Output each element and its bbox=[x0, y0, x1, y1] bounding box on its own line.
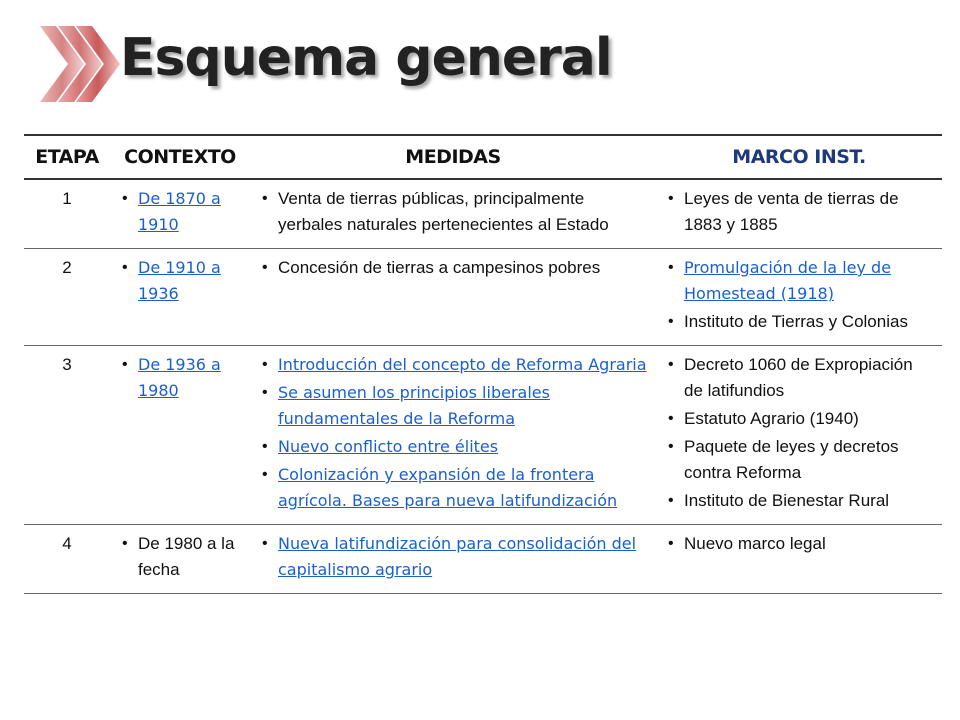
marco-item-text: Instituto de Bienestar Rural bbox=[684, 491, 890, 510]
etapa-cell: 2 bbox=[62, 258, 72, 277]
medida-item bbox=[256, 462, 650, 514]
marco-cell bbox=[656, 179, 942, 249]
medida-item bbox=[256, 380, 650, 432]
marco-cell bbox=[656, 249, 942, 346]
marco-item-text: Nuevo marco legal bbox=[684, 534, 826, 553]
marco-cell bbox=[656, 346, 942, 525]
medidas-cell bbox=[250, 346, 656, 525]
medidas-cell bbox=[250, 249, 656, 346]
medida-item bbox=[256, 186, 650, 238]
medida-item bbox=[256, 531, 650, 583]
table-row bbox=[24, 346, 942, 525]
header-medidas: MEDIDAS bbox=[405, 146, 501, 168]
contexto-item bbox=[116, 186, 244, 238]
medida-item-link[interactable]: Se asumen los principios liberales fundamentales de la Reforma bbox=[278, 383, 550, 428]
contexto-item-link[interactable]: De 1910 a 1936 bbox=[138, 258, 221, 303]
header-etapa: ETAPA bbox=[35, 146, 99, 168]
marco-item-text: Leyes de venta de tierras de 1883 y 1885 bbox=[684, 189, 899, 234]
marco-item-text: Instituto de Tierras y Colonias bbox=[684, 312, 908, 331]
medida-item-link[interactable]: Nueva latifundización para consolidación del capitalismo agrario bbox=[278, 534, 637, 579]
marco-item bbox=[662, 255, 936, 307]
contexto-item bbox=[116, 352, 244, 404]
medida-item-text: Venta de tierras públicas, principalmente yerbales naturales pertenecientes al Estado bbox=[278, 189, 609, 234]
marco-item bbox=[662, 352, 936, 404]
page-title: Esquema general bbox=[120, 28, 612, 88]
marco-item bbox=[662, 186, 936, 238]
medida-item-link[interactable]: Introducción del concepto de Reforma Agraria bbox=[278, 355, 647, 374]
contexto-item bbox=[116, 531, 244, 583]
medida-item bbox=[256, 352, 650, 378]
contexto-item-link[interactable]: De 1936 a 1980 bbox=[138, 355, 221, 400]
schema-table bbox=[24, 134, 942, 594]
marco-item bbox=[662, 309, 936, 335]
contexto-cell bbox=[110, 179, 250, 249]
table-row bbox=[24, 249, 942, 346]
contexto-item-text: De 1980 a la fecha bbox=[138, 534, 235, 579]
contexto-item bbox=[116, 255, 244, 307]
contexto-cell bbox=[110, 346, 250, 525]
marco-cell bbox=[656, 525, 942, 594]
marco-item-text: Decreto 1060 de Expropiación de latifundios bbox=[684, 355, 913, 400]
table-header-row bbox=[24, 135, 942, 179]
table-row bbox=[24, 179, 942, 249]
header-contexto: CONTEXTO bbox=[124, 146, 236, 168]
marco-item-link[interactable]: Promulgación de la ley de Homestead (1918) bbox=[684, 258, 892, 303]
medida-item bbox=[256, 434, 650, 460]
chevron-arrows-icon bbox=[34, 22, 124, 106]
medidas-cell bbox=[250, 179, 656, 249]
etapa-cell: 4 bbox=[62, 534, 72, 553]
contexto-item-link[interactable]: De 1870 a 1910 bbox=[138, 189, 221, 234]
marco-item bbox=[662, 406, 936, 432]
marco-item-text: Estatuto Agrario (1940) bbox=[684, 409, 859, 428]
medida-item bbox=[256, 255, 650, 281]
medida-item-link[interactable]: Colonización y expansión de la frontera agrícola. Bases para nueva latifundización bbox=[278, 465, 618, 510]
marco-item bbox=[662, 531, 936, 557]
marco-item-text: Paquete de leyes y decretos contra Reforma bbox=[684, 437, 899, 482]
medidas-cell bbox=[250, 525, 656, 594]
marco-item bbox=[662, 434, 936, 486]
marco-item bbox=[662, 488, 936, 514]
etapa-cell: 3 bbox=[62, 355, 72, 374]
medida-item-link[interactable]: Nuevo conflicto entre élites bbox=[278, 437, 499, 456]
contexto-cell bbox=[110, 249, 250, 346]
etapa-cell: 1 bbox=[62, 189, 72, 208]
table-row bbox=[24, 525, 942, 594]
header-marco: MARCO INST. bbox=[732, 146, 866, 168]
contexto-cell bbox=[110, 525, 250, 594]
medida-item-text: Concesión de tierras a campesinos pobres bbox=[278, 258, 601, 277]
